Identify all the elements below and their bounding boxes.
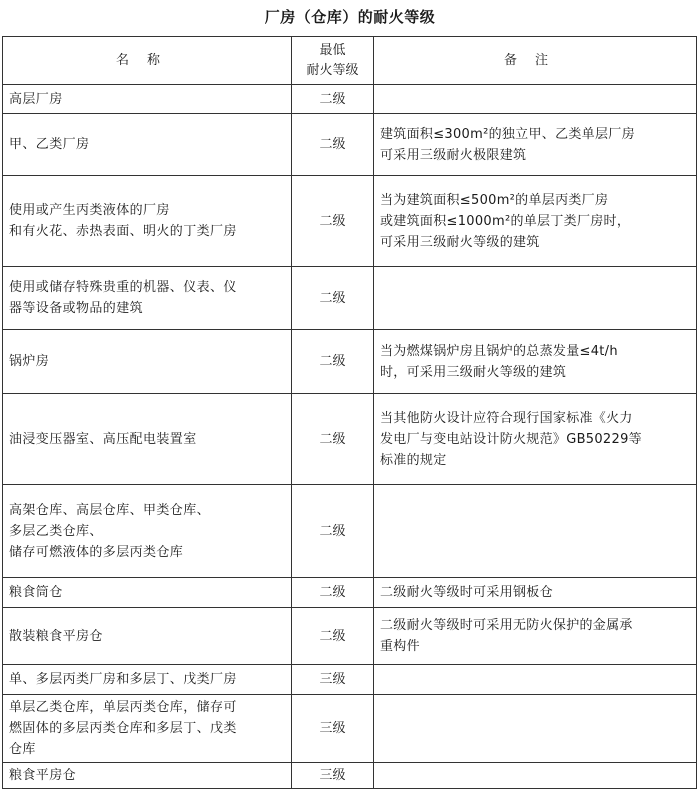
row-name: 使用或产生丙类液体的厂房 和有火花、赤热表面、明火的丁类厂房 [3, 176, 292, 267]
row-note [374, 763, 697, 789]
row-level: 二级 [292, 114, 374, 176]
header-row [3, 37, 697, 85]
row-name: 粮食筒仓 [3, 578, 292, 608]
row-level: 三级 [292, 665, 374, 695]
row-name: 高架仓库、高层仓库、甲类仓库、 多层乙类仓库、 储存可燃液体的多层丙类仓库 [3, 485, 292, 578]
row-level: 二级 [292, 485, 374, 578]
table-row [3, 608, 697, 665]
row-name: 粮食平房仓 [3, 763, 292, 789]
row-note [374, 695, 697, 763]
row-name: 单层乙类仓库，单层丙类仓库，储存可 燃固体的多层丙类仓库和多层丁、戊类 仓库 [3, 695, 292, 763]
row-name: 锅炉房 [3, 330, 292, 394]
row-name: 甲、乙类厂房 [3, 114, 292, 176]
table-row [3, 330, 697, 394]
row-level: 三级 [292, 695, 374, 763]
row-note: 二级耐火等级时可采用钢板仓 [374, 578, 697, 608]
table-row [3, 114, 697, 176]
row-name: 单、多层丙类厂房和多层丁、戊类厂房 [3, 665, 292, 695]
table-row [3, 665, 697, 695]
row-name: 油浸变压器室、高压配电装置室 [3, 394, 292, 485]
row-name: 散装粮食平房仓 [3, 608, 292, 665]
row-note: 当其他防火设计应符合现行国家标准《火力 发电厂与变电站设计防火规范》GB50229等 标准的规定 [374, 394, 697, 485]
table-row [3, 394, 697, 485]
row-level: 三级 [292, 763, 374, 789]
header-level [292, 37, 374, 85]
table-row [3, 267, 697, 330]
row-level: 二级 [292, 176, 374, 267]
row-note: 二级耐火等级时可采用无防火保护的金属承 重构件 [374, 608, 697, 665]
table-row [3, 176, 697, 267]
table-row [3, 85, 697, 114]
table-row [3, 763, 697, 789]
table-row [3, 485, 697, 578]
row-note [374, 485, 697, 578]
row-name: 高层厂房 [3, 85, 292, 114]
row-level: 二级 [292, 330, 374, 394]
table-row [3, 578, 697, 608]
header-name: 名称 [3, 37, 292, 85]
row-note [374, 267, 697, 330]
row-note [374, 85, 697, 114]
row-level: 二级 [292, 578, 374, 608]
row-level: 二级 [292, 394, 374, 485]
fire-resistance-table [2, 36, 697, 789]
header-level-line1: 最低 [319, 42, 346, 58]
header-level-line2: 耐火等级 [306, 62, 359, 78]
table-title: 厂房（仓库）的耐火等级 [264, 8, 436, 26]
row-note: 建筑面积≤300m²的独立甲、乙类单层厂房 可采用三级耐火极限建筑 [374, 114, 697, 176]
row-note [374, 665, 697, 695]
row-level: 二级 [292, 267, 374, 330]
row-note: 当为燃煤锅炉房且锅炉的总蒸发量≤4t/h 时，可采用三级耐火等级的建筑 [374, 330, 697, 394]
row-note: 当为建筑面积≤500m²的单层丙类厂房 或建筑面积≤1000m²的单层丁类厂房时， 可采用三级耐火等级的建筑 [374, 176, 697, 267]
row-level: 二级 [292, 85, 374, 114]
header-note: 备注 [374, 37, 697, 85]
row-level: 二级 [292, 608, 374, 665]
table-row [3, 695, 697, 763]
row-name: 使用或储存特殊贵重的机器、仪表、仪 器等设备或物品的建筑 [3, 267, 292, 330]
